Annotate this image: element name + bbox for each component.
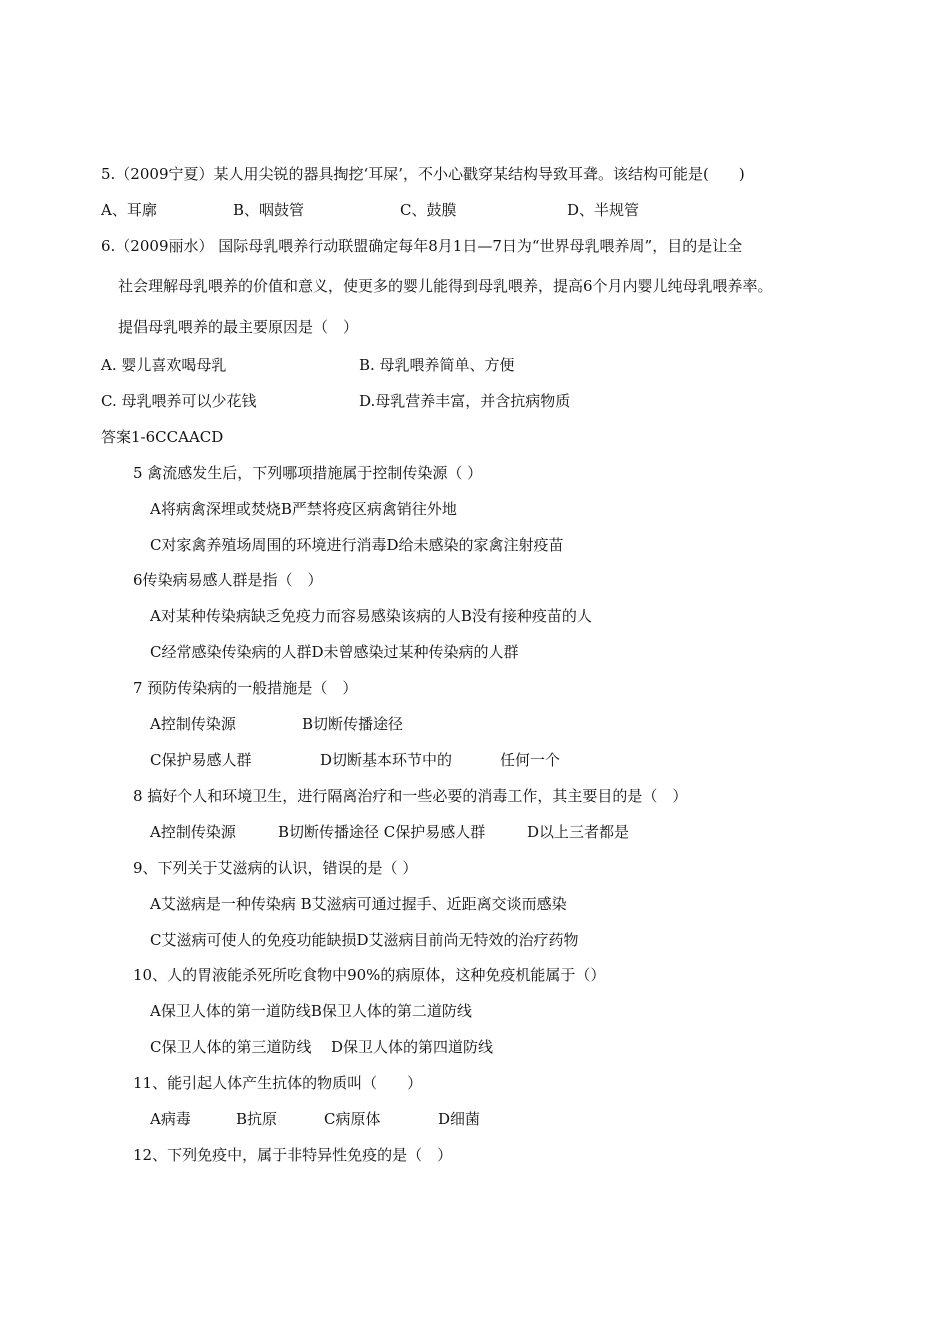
question-10-options-line1: A保卫人体的第一道防线B保卫人体的第二道防线 (150, 1002, 472, 1020)
question-7-option-c: C保护易感人群 (150, 751, 252, 769)
question-7-option-d-tail: 任何一个 (500, 751, 561, 769)
question-6b-options-line2: C经常感染传染病的人群D未曾感染过某种传染病的人群 (150, 643, 519, 661)
question-6b-options-line1: A对某种传染病缺乏免疫力而容易感染该病的人B没有接种疫苗的人 (150, 607, 592, 625)
question-7-option-d: D切断基本环节中的 (320, 751, 453, 769)
question-9-stem: 9、下列关于艾滋病的认识，错误的是（ ） (133, 859, 418, 877)
question-5a-option-a: A、耳廓 (101, 201, 157, 219)
answer-key: 答案1-6CCAACD (101, 428, 224, 446)
question-5a-option-b: B、咽鼓管 (233, 201, 305, 219)
question-9-options-line1: A艾滋病是一种传染病 B艾滋病可通过握手、近距离交谈而感染 (150, 895, 567, 913)
question-11-option-a: A病毒 (150, 1110, 191, 1128)
question-11-option-b: B抗原 (236, 1110, 278, 1128)
question-6a-stem-line1: 6.（2009丽水） 国际母乳喂养行动联盟确定每年8月1日—7日为“世界母乳喂养周”，目的是让全 (101, 237, 743, 255)
question-7-option-a: A控制传染源 (150, 715, 236, 733)
question-11-option-d: D细菌 (438, 1110, 481, 1128)
question-6a-stem-line3: 提倡母乳喂养的最主要原因是（ ） (118, 318, 359, 336)
question-12-stem: 12、下列免疫中，属于非特异性免疫的是（ ） (133, 1146, 453, 1164)
question-7-stem: 7 预防传染病的一般措施是（ ） (133, 679, 358, 697)
question-10-option-c: C保卫人体的第三道防线 (150, 1038, 312, 1056)
question-6b-stem: 6传染病易感人群是指（ ） (133, 571, 323, 589)
question-9-options-line2: C艾滋病可使人的免疫功能缺损D艾滋病目前尚无特效的治疗药物 (150, 931, 579, 949)
question-11-option-c: C病原体 (324, 1110, 381, 1128)
question-10-option-d: D保卫人体的第四道防线 (331, 1038, 494, 1056)
question-8-option-bc: B切断传播途径 C保护易感人群 (278, 823, 486, 841)
question-6a-stem-line2: 社会理解母乳喂养的价值和意义，使更多的婴儿能得到母乳喂养，提高6个月内婴儿纯母乳喂养率。 (118, 277, 773, 295)
question-7-option-b: B切断传播途径 (302, 715, 404, 733)
question-5b-options-line2: C对家禽养殖场周围的环境进行消毒D给未感染的家禽注射疫苗 (150, 536, 564, 554)
question-10-stem: 10、人的胃液能杀死所吃食物中90%的病原体，这种免疫机能属于（） (133, 966, 606, 984)
question-11-stem: 11、能引起人体产生抗体的物质叫（ ） (133, 1074, 423, 1092)
question-6a-option-b: B. 母乳喂养简单、方便 (359, 356, 515, 374)
question-5b-stem: 5 禽流感发生后，下列哪项措施属于控制传染源（ ） (133, 464, 483, 482)
question-6a-option-d: D.母乳营养丰富，并含抗病物质 (359, 392, 571, 410)
question-6a-option-a: A. 婴儿喜欢喝母乳 (101, 356, 227, 374)
question-8-option-a: A控制传染源 (150, 823, 236, 841)
question-5a-option-c: C、鼓膜 (400, 201, 457, 219)
question-8-option-d: D以上三者都是 (527, 823, 630, 841)
question-5b-options-line1: A将病禽深埋或焚烧B严禁将疫区病禽销往外地 (150, 500, 457, 518)
question-5a-option-d: D、半规管 (567, 201, 640, 219)
question-5a-stem: 5.（2009宁夏）某人用尖锐的器具掏挖‘耳屎’，不小心戳穿某结构导致耳聋。该结构可能是( ) (101, 165, 745, 183)
question-6a-option-c: C. 母乳喂养可以少花钱 (101, 392, 257, 410)
question-8-stem: 8 搞好个人和环境卫生，进行隔离治疗和一些必要的消毒工作，其主要目的是（ ） (133, 787, 688, 805)
